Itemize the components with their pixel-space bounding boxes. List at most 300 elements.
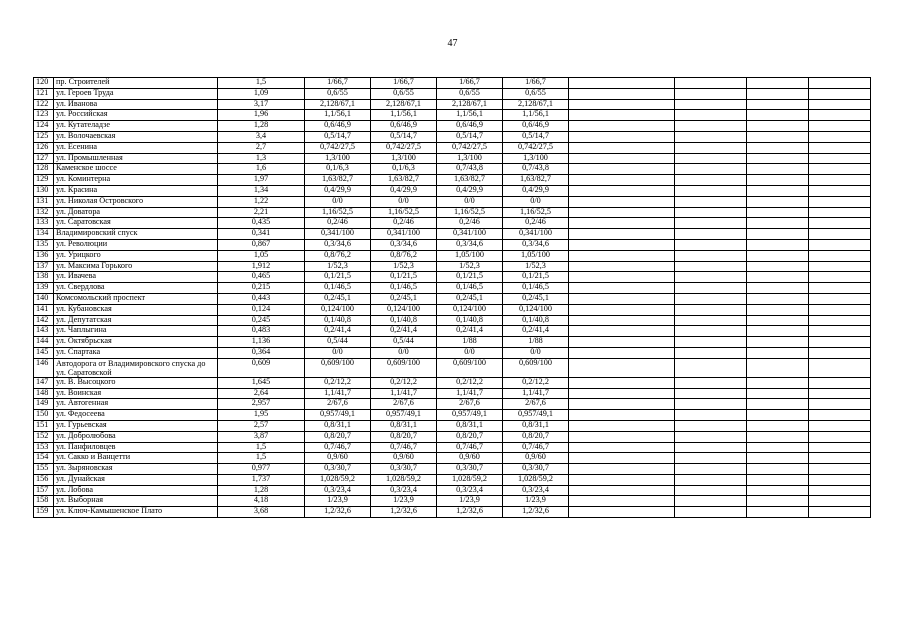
value-col-3: 0,5/14,7 [437, 131, 503, 142]
value-col-2: 0,1/21,5 [371, 272, 437, 283]
empty-cell [569, 196, 675, 207]
road-name: ул. В. Высоцкого [54, 377, 218, 388]
table-row [34, 496, 871, 507]
empty-cell [569, 293, 675, 304]
empty-cell [809, 442, 871, 453]
value-col-1: 1,3/100 [305, 153, 371, 164]
row-number: 149 [34, 399, 54, 410]
empty-cell [809, 207, 871, 218]
value-col-4: 0,124/100 [503, 304, 569, 315]
empty-cell [569, 261, 675, 272]
row-number: 124 [34, 121, 54, 132]
empty-cell [675, 110, 747, 121]
road-length: 1,5 [218, 442, 305, 453]
empty-cell [675, 78, 747, 89]
empty-cell [675, 250, 747, 261]
road-length: 0,364 [218, 347, 305, 358]
road-name: ул. Спартака [54, 347, 218, 358]
empty-cell [747, 99, 809, 110]
empty-cell [569, 464, 675, 475]
value-col-4: 0,742/27,5 [503, 142, 569, 153]
empty-cell [569, 131, 675, 142]
value-col-4: 0,5/14,7 [503, 131, 569, 142]
empty-cell [675, 358, 747, 377]
empty-cell [747, 196, 809, 207]
empty-cell [569, 507, 675, 518]
empty-cell [747, 272, 809, 283]
value-col-4: 0/0 [503, 347, 569, 358]
table-row [34, 358, 871, 377]
road-name: пр. Строителей [54, 78, 218, 89]
empty-cell [809, 239, 871, 250]
value-col-4: 0,3/34,6 [503, 239, 569, 250]
table-row [34, 272, 871, 283]
table-row [34, 196, 871, 207]
table-row [34, 164, 871, 175]
value-col-4: 1/23,9 [503, 496, 569, 507]
row-number: 155 [34, 464, 54, 475]
value-col-1: 1,1/56,1 [305, 110, 371, 121]
road-length: 1,5 [218, 453, 305, 464]
table-row [34, 464, 871, 475]
value-col-4: 0,7/46,7 [503, 442, 569, 453]
table-row [34, 337, 871, 348]
table-row [34, 185, 871, 196]
value-col-2: 2,128/67,1 [371, 99, 437, 110]
empty-cell [747, 485, 809, 496]
road-name: ул. Николая Островского [54, 196, 218, 207]
row-number: 128 [34, 164, 54, 175]
empty-cell [747, 250, 809, 261]
road-name: ул. Промышленная [54, 153, 218, 164]
table-row [34, 485, 871, 496]
road-name: ул. Свердлова [54, 283, 218, 294]
value-col-1: 0,742/27,5 [305, 142, 371, 153]
value-col-2: 0,9/60 [371, 453, 437, 464]
empty-cell [747, 153, 809, 164]
value-col-3: 0,742/27,5 [437, 142, 503, 153]
empty-cell [809, 99, 871, 110]
value-col-3: 1/88 [437, 337, 503, 348]
row-number: 158 [34, 496, 54, 507]
value-col-1: 0,2/46 [305, 218, 371, 229]
value-col-3: 1,1/56,1 [437, 110, 503, 121]
road-length: 0,215 [218, 283, 305, 294]
value-col-4: 1,05/100 [503, 250, 569, 261]
road-name: ул. Российская [54, 110, 218, 121]
road-name: ул. Сакко и Ванцетти [54, 453, 218, 464]
empty-cell [747, 496, 809, 507]
empty-cell [809, 496, 871, 507]
empty-cell [569, 420, 675, 431]
value-col-1: 0,3/23,4 [305, 485, 371, 496]
road-length: 2,21 [218, 207, 305, 218]
table-row [34, 283, 871, 294]
empty-cell [747, 142, 809, 153]
value-col-3: 1/23,9 [437, 496, 503, 507]
road-length: 0,867 [218, 239, 305, 250]
empty-cell [809, 142, 871, 153]
empty-cell [569, 185, 675, 196]
row-number: 123 [34, 110, 54, 121]
row-number: 139 [34, 283, 54, 294]
value-col-1: 1,63/82,7 [305, 175, 371, 186]
empty-cell [675, 121, 747, 132]
empty-cell [747, 474, 809, 485]
road-length: 0,483 [218, 326, 305, 337]
road-name: ул. Революции [54, 239, 218, 250]
empty-cell [809, 410, 871, 421]
empty-cell [747, 304, 809, 315]
value-col-1: 1,1/41,7 [305, 388, 371, 399]
row-number: 141 [34, 304, 54, 315]
empty-cell [675, 496, 747, 507]
row-number: 129 [34, 175, 54, 186]
value-col-3: 0/0 [437, 196, 503, 207]
value-col-2: 0/0 [371, 196, 437, 207]
row-number: 152 [34, 431, 54, 442]
empty-cell [747, 442, 809, 453]
table-row [34, 377, 871, 388]
value-col-3: 1,1/41,7 [437, 388, 503, 399]
value-col-1: 0,6/55 [305, 88, 371, 99]
value-col-3: 1/66,7 [437, 78, 503, 89]
road-name: ул. Депутатская [54, 315, 218, 326]
empty-cell [675, 410, 747, 421]
empty-cell [675, 272, 747, 283]
value-col-2: 1,1/56,1 [371, 110, 437, 121]
value-col-1: 0,957/49,1 [305, 410, 371, 421]
value-col-2: 1/23,9 [371, 496, 437, 507]
road-length: 1,05 [218, 250, 305, 261]
value-col-1: 0,2/12,2 [305, 377, 371, 388]
road-name: ул. Иванова [54, 99, 218, 110]
road-length: 0,443 [218, 293, 305, 304]
road-length: 0,977 [218, 464, 305, 475]
road-name: ул. Октябрьская [54, 337, 218, 348]
empty-cell [675, 431, 747, 442]
empty-cell [569, 358, 675, 377]
road-name: Каменское шоссе [54, 164, 218, 175]
empty-cell [809, 78, 871, 89]
value-col-4: 0,9/60 [503, 453, 569, 464]
value-col-3: 0,609/100 [437, 358, 503, 377]
value-col-2: 0,1/40,8 [371, 315, 437, 326]
row-number: 130 [34, 185, 54, 196]
table-row [34, 175, 871, 186]
empty-cell [747, 453, 809, 464]
empty-cell [809, 453, 871, 464]
value-col-1: 0,2/41,4 [305, 326, 371, 337]
value-col-4: 1,1/56,1 [503, 110, 569, 121]
value-col-2: 1,3/100 [371, 153, 437, 164]
table-row [34, 250, 871, 261]
value-col-1: 1/23,9 [305, 496, 371, 507]
empty-cell [569, 304, 675, 315]
value-col-2: 0,124/100 [371, 304, 437, 315]
road-length: 1,136 [218, 337, 305, 348]
empty-cell [747, 283, 809, 294]
value-col-4: 1,3/100 [503, 153, 569, 164]
value-col-4: 0,2/12,2 [503, 377, 569, 388]
empty-cell [675, 142, 747, 153]
empty-cell [809, 250, 871, 261]
value-col-3: 0/0 [437, 347, 503, 358]
empty-cell [569, 250, 675, 261]
empty-cell [569, 485, 675, 496]
road-length: 1,737 [218, 474, 305, 485]
empty-cell [747, 185, 809, 196]
value-col-2: 0,8/31,1 [371, 420, 437, 431]
empty-cell [809, 272, 871, 283]
empty-cell [675, 388, 747, 399]
empty-cell [569, 326, 675, 337]
value-col-2: 0,3/34,6 [371, 239, 437, 250]
empty-cell [569, 175, 675, 186]
empty-cell [569, 377, 675, 388]
road-length: 4,18 [218, 496, 305, 507]
row-number: 127 [34, 153, 54, 164]
road-length: 1,28 [218, 485, 305, 496]
row-number: 133 [34, 218, 54, 229]
empty-cell [747, 88, 809, 99]
table-row [34, 431, 871, 442]
value-col-3: 0,2/41,4 [437, 326, 503, 337]
road-length: 3,68 [218, 507, 305, 518]
value-col-1: 1/66,7 [305, 78, 371, 89]
value-col-1: 0,5/14,7 [305, 131, 371, 142]
value-col-1: 0,4/29,9 [305, 185, 371, 196]
value-col-3: 0,2/12,2 [437, 377, 503, 388]
value-col-1: 0,8/31,1 [305, 420, 371, 431]
roads-table [33, 77, 871, 518]
empty-cell [569, 121, 675, 132]
value-col-3: 0,1/46,5 [437, 283, 503, 294]
empty-cell [747, 175, 809, 186]
road-name: Автодорога от Владимировского спуска до ул. Саратовской [54, 358, 218, 377]
empty-cell [809, 420, 871, 431]
value-col-4: 0,2/45,1 [503, 293, 569, 304]
empty-cell [675, 485, 747, 496]
value-col-3: 1,05/100 [437, 250, 503, 261]
empty-cell [569, 272, 675, 283]
row-number: 131 [34, 196, 54, 207]
empty-cell [747, 399, 809, 410]
value-col-4: 0,2/46 [503, 218, 569, 229]
value-col-2: 2/67,6 [371, 399, 437, 410]
value-col-3: 0,8/31,1 [437, 420, 503, 431]
empty-cell [747, 377, 809, 388]
value-col-2: 0,4/29,9 [371, 185, 437, 196]
row-number: 148 [34, 388, 54, 399]
empty-cell [809, 464, 871, 475]
empty-cell [569, 337, 675, 348]
value-col-4: 1/52,3 [503, 261, 569, 272]
empty-cell [569, 164, 675, 175]
value-col-3: 0,957/49,1 [437, 410, 503, 421]
empty-cell [569, 410, 675, 421]
value-col-3: 0,341/100 [437, 229, 503, 240]
empty-cell [569, 239, 675, 250]
value-col-3: 0,3/34,6 [437, 239, 503, 250]
row-number: 144 [34, 337, 54, 348]
road-length: 1,95 [218, 410, 305, 421]
empty-cell [809, 88, 871, 99]
empty-cell [747, 420, 809, 431]
row-number: 136 [34, 250, 54, 261]
value-col-2: 0,6/46,9 [371, 121, 437, 132]
value-col-2: 0/0 [371, 347, 437, 358]
empty-cell [675, 474, 747, 485]
table-row [34, 410, 871, 421]
empty-cell [809, 377, 871, 388]
value-col-2: 1/52,3 [371, 261, 437, 272]
road-name: Комсомольский проспект [54, 293, 218, 304]
value-col-2: 0,1/6,3 [371, 164, 437, 175]
road-name: ул. Кубановская [54, 304, 218, 315]
row-number: 142 [34, 315, 54, 326]
table-row [34, 261, 871, 272]
road-name: ул. Волочаевская [54, 131, 218, 142]
value-col-2: 0,2/45,1 [371, 293, 437, 304]
row-number: 156 [34, 474, 54, 485]
value-col-1: 0,6/46,9 [305, 121, 371, 132]
empty-cell [675, 326, 747, 337]
value-col-4: 0,6/55 [503, 88, 569, 99]
value-col-3: 2/67,6 [437, 399, 503, 410]
row-number: 153 [34, 442, 54, 453]
empty-cell [809, 283, 871, 294]
value-col-3: 0,3/30,7 [437, 464, 503, 475]
table-row [34, 110, 871, 121]
empty-cell [569, 153, 675, 164]
road-name: ул. Гурьевская [54, 420, 218, 431]
value-col-2: 0,8/76,2 [371, 250, 437, 261]
road-name: ул. Кутателадзе [54, 121, 218, 132]
value-col-4: 0,3/23,4 [503, 485, 569, 496]
empty-cell [747, 337, 809, 348]
empty-cell [747, 78, 809, 89]
value-col-3: 0,3/23,4 [437, 485, 503, 496]
empty-cell [675, 464, 747, 475]
value-col-3: 0,2/46 [437, 218, 503, 229]
road-length: 1,09 [218, 88, 305, 99]
value-col-4: 0,341/100 [503, 229, 569, 240]
empty-cell [675, 99, 747, 110]
value-col-1: 0/0 [305, 347, 371, 358]
table-row [34, 315, 871, 326]
road-length: 3,4 [218, 131, 305, 142]
empty-cell [747, 261, 809, 272]
value-col-1: 1/52,3 [305, 261, 371, 272]
empty-cell [747, 326, 809, 337]
empty-cell [675, 507, 747, 518]
empty-cell [569, 229, 675, 240]
table-row [34, 399, 871, 410]
value-col-3: 0,6/46,9 [437, 121, 503, 132]
road-length: 0,465 [218, 272, 305, 283]
value-col-2: 0,5/14,7 [371, 131, 437, 142]
empty-cell [569, 399, 675, 410]
empty-cell [675, 164, 747, 175]
road-name: ул. Зыряновская [54, 464, 218, 475]
value-col-1: 2/67,6 [305, 399, 371, 410]
value-col-1: 0,1/6,3 [305, 164, 371, 175]
empty-cell [747, 507, 809, 518]
value-col-2: 1,2/32,6 [371, 507, 437, 518]
road-length: 0,435 [218, 218, 305, 229]
value-col-4: 1/66,7 [503, 78, 569, 89]
road-name: ул. Урицкого [54, 250, 218, 261]
table-row [34, 229, 871, 240]
value-col-2: 0,2/41,4 [371, 326, 437, 337]
table-row [34, 131, 871, 142]
table-body [34, 78, 871, 518]
empty-cell [675, 153, 747, 164]
empty-cell [675, 377, 747, 388]
row-number: 121 [34, 88, 54, 99]
value-col-2: 0,8/20,7 [371, 431, 437, 442]
road-name: ул. Ключ-Камышенское Плато [54, 507, 218, 518]
empty-cell [569, 431, 675, 442]
value-col-4: 2/67,6 [503, 399, 569, 410]
value-col-3: 1,16/52,5 [437, 207, 503, 218]
value-col-2: 0,6/55 [371, 88, 437, 99]
empty-cell [809, 110, 871, 121]
road-name: ул. Панфиловцев [54, 442, 218, 453]
empty-cell [809, 315, 871, 326]
empty-cell [809, 337, 871, 348]
road-length: 1,5 [218, 78, 305, 89]
empty-cell [675, 337, 747, 348]
value-col-4: 0,8/20,7 [503, 431, 569, 442]
value-col-4: 0,7/43,8 [503, 164, 569, 175]
road-name: ул. Дунайская [54, 474, 218, 485]
value-col-2: 1/66,7 [371, 78, 437, 89]
value-col-3: 1,63/82,7 [437, 175, 503, 186]
value-col-3: 0,8/20,7 [437, 431, 503, 442]
value-col-1: 0,8/20,7 [305, 431, 371, 442]
value-col-4: 0,6/46,9 [503, 121, 569, 132]
value-col-1: 0,1/21,5 [305, 272, 371, 283]
value-col-3: 1,2/32,6 [437, 507, 503, 518]
row-number: 150 [34, 410, 54, 421]
road-length: 2,57 [218, 420, 305, 431]
value-col-3: 2,128/67,1 [437, 99, 503, 110]
row-number: 146 [34, 358, 54, 377]
value-col-1: 0,341/100 [305, 229, 371, 240]
value-col-3: 1,3/100 [437, 153, 503, 164]
empty-cell [809, 326, 871, 337]
road-name: ул. Ивачева [54, 272, 218, 283]
table-row [34, 239, 871, 250]
table-row [34, 507, 871, 518]
row-number: 154 [34, 453, 54, 464]
road-length: 0,124 [218, 304, 305, 315]
empty-cell [747, 293, 809, 304]
empty-cell [809, 293, 871, 304]
value-col-2: 0,957/49,1 [371, 410, 437, 421]
value-col-2: 0,1/46,5 [371, 283, 437, 294]
empty-cell [569, 315, 675, 326]
empty-cell [675, 196, 747, 207]
empty-cell [809, 474, 871, 485]
table-row [34, 326, 871, 337]
empty-cell [747, 164, 809, 175]
empty-cell [569, 142, 675, 153]
value-col-2: 1,63/82,7 [371, 175, 437, 186]
empty-cell [675, 442, 747, 453]
